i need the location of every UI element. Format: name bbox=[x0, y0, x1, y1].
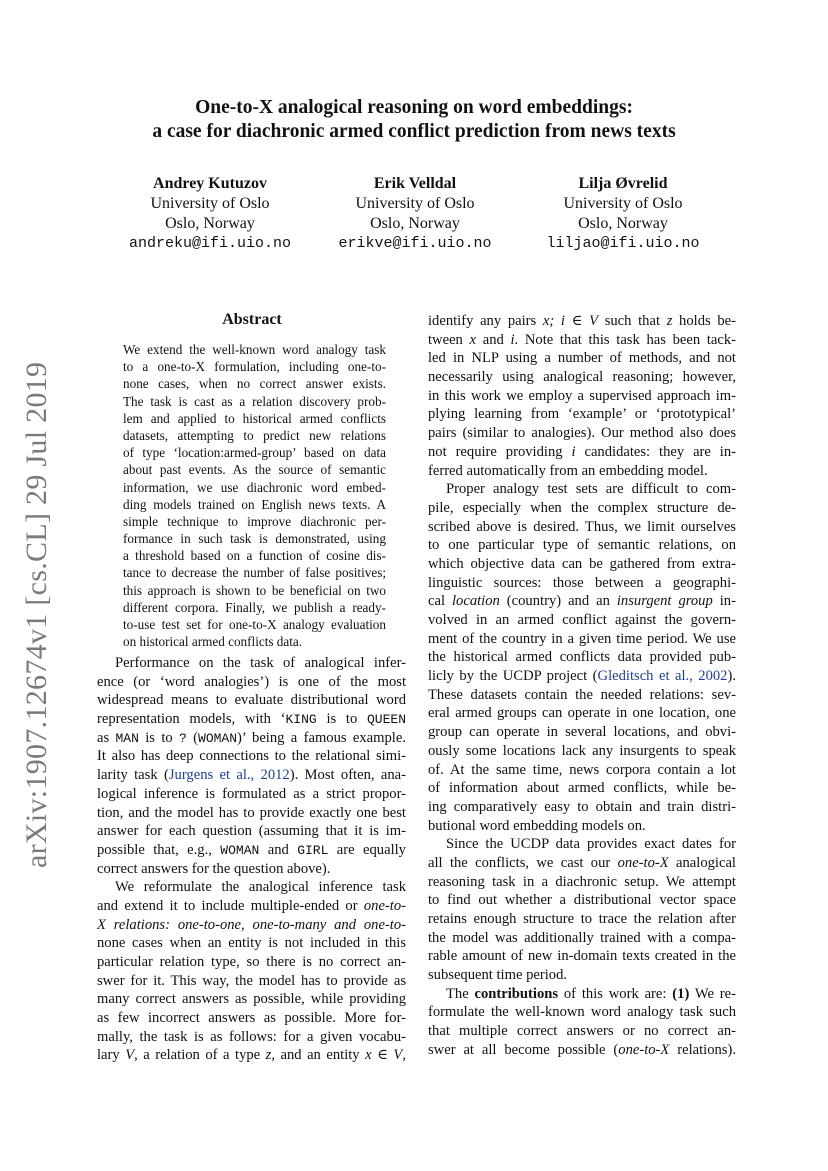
text-span: larity task ( bbox=[97, 767, 169, 784]
text-span: (country) and an bbox=[499, 593, 617, 610]
abstract-line: to-use test set for one-to-X analogy evaluation bbox=[123, 617, 386, 632]
text-line: pile, especially when the complex structure de- bbox=[428, 499, 736, 516]
text-span: ( bbox=[186, 729, 199, 746]
text-span: We re- bbox=[689, 985, 736, 1002]
text-span: , and an entity bbox=[271, 1047, 366, 1064]
abstract-line: about past events. As the source of semantic bbox=[123, 462, 386, 478]
text-line bbox=[428, 443, 736, 462]
emphasis: location bbox=[451, 593, 500, 610]
text-line: group can operate in several locations, and obvi- bbox=[428, 724, 736, 741]
abstract-line: ding models trained on English news texts. A bbox=[123, 496, 386, 512]
emphasis: one-to- bbox=[363, 897, 406, 914]
emphasis: one-to-X bbox=[617, 854, 669, 871]
abstract-line: different corpora. Finally, we publish a ready- bbox=[123, 599, 386, 615]
text-line: ously some locations lack any insurgents to speak bbox=[428, 742, 736, 759]
text-span: , bbox=[402, 1047, 406, 1064]
text-line: plying learning from ‘example’ or ‘prototypical’ bbox=[428, 406, 736, 423]
emphasis: X relations: one-to-one, one-to-many and one-to- bbox=[97, 916, 406, 933]
abstract-line: formance in such task is demonstrated, using bbox=[123, 531, 386, 547]
text-line bbox=[428, 667, 736, 686]
left-column bbox=[97, 654, 406, 1065]
text-line: correct answers for the question above). bbox=[97, 860, 331, 877]
text-span: ). bbox=[727, 668, 736, 685]
text-line: of information about armed conflicts, while be- bbox=[428, 780, 736, 797]
text-line: butional word embedding models on. bbox=[428, 817, 646, 834]
text-span: in- bbox=[712, 593, 736, 610]
text-line: pairs (similar to analogies). Our method also does bbox=[428, 425, 736, 442]
math-var: x bbox=[469, 331, 477, 348]
text-span: cal bbox=[428, 593, 452, 610]
text-line: We reformulate the analogical inference task bbox=[115, 879, 406, 896]
abstract-body bbox=[123, 341, 386, 650]
text-line bbox=[97, 841, 406, 860]
bold-text: (1) bbox=[672, 985, 690, 1002]
text-line bbox=[97, 766, 406, 785]
text-span: swer at all become possible ( bbox=[428, 1041, 619, 1058]
code-token: ? bbox=[179, 730, 187, 746]
abstract-line: of type ‘location:armed-group’ based on data bbox=[123, 445, 386, 461]
math-expr: x ∈ V bbox=[365, 1047, 403, 1064]
author-1 bbox=[110, 174, 310, 254]
text-line: to find out whether a distributional vector space bbox=[428, 892, 736, 909]
text-line: retains enough structure to trace the relation after bbox=[428, 911, 736, 927]
title-line-2: a case for diachronic armed conflict prediction from news texts bbox=[152, 121, 676, 142]
text-line bbox=[97, 710, 406, 729]
author-2 bbox=[315, 174, 515, 254]
text-span: licly by the UCDP project ( bbox=[428, 668, 598, 685]
text-line: eral armed groups can operate in one location, one bbox=[428, 705, 736, 722]
text-line bbox=[97, 729, 406, 748]
text-line bbox=[97, 897, 406, 916]
text-line: These datasets contain the needed relations: sev- bbox=[428, 686, 736, 703]
math-var: i bbox=[571, 443, 576, 460]
abstract-line: on historical armed conflicts data. bbox=[123, 634, 303, 650]
text-line: tion, and the model has to provide exactly one best bbox=[97, 804, 406, 821]
text-line: subsequent time period. bbox=[428, 967, 568, 984]
text-line bbox=[428, 1041, 736, 1060]
text-span: are equally bbox=[328, 841, 406, 858]
code-token: WOMAN bbox=[198, 730, 238, 746]
author-email[interactable]: erikve@ifi.uio.no bbox=[338, 235, 492, 252]
text-line: that multiple correct answers or no correct an- bbox=[428, 1023, 736, 1040]
author-affiliation: University of Oslo bbox=[150, 195, 270, 212]
text-line bbox=[428, 985, 736, 1004]
text-line: to one particular type of semantic relations, on bbox=[428, 537, 736, 554]
abstract-line: datasets, attempting to predict new relations bbox=[123, 427, 386, 443]
text-line: ing comparatively easy to obtain and train distri- bbox=[428, 798, 736, 815]
text-line bbox=[428, 312, 736, 331]
author-location: Oslo, Norway bbox=[165, 215, 255, 232]
text-line: formulate the well-known word analogy task such bbox=[428, 1004, 736, 1021]
text-span: of this work are: bbox=[558, 985, 673, 1002]
code-token: MAN bbox=[115, 730, 139, 746]
text-line: scribed above is desired. Thus, we limit ourselves bbox=[428, 518, 736, 535]
code-token: QUEEN bbox=[367, 712, 407, 728]
text-line bbox=[428, 592, 736, 611]
text-span: and bbox=[476, 331, 511, 348]
text-line: It also has deep connections to the relational simi- bbox=[97, 748, 406, 765]
text-span: The bbox=[446, 985, 475, 1002]
text-span: holds be- bbox=[672, 313, 736, 329]
abstract-line: a threshold based on a function of cosine dis- bbox=[123, 548, 386, 564]
citation-link[interactable]: Jurgens et al., 2012 bbox=[168, 767, 290, 784]
text-line: Performance on the task of analogical infer- bbox=[115, 655, 406, 671]
code-token: KING bbox=[285, 712, 317, 728]
text-span: candidates: they are in- bbox=[575, 443, 737, 460]
text-span: )’ being a famous example. bbox=[237, 729, 406, 746]
text-span: and bbox=[259, 841, 298, 858]
author-email[interactable]: liljao@ifi.uio.no bbox=[546, 235, 700, 252]
text-span: not require providing bbox=[428, 443, 572, 460]
abstract-line: this approach is shown to be beneficial on two bbox=[123, 582, 386, 598]
text-line: answer for each question (assuming that it is im- bbox=[97, 823, 406, 840]
abstract-line: lem and applied to historical armed conflicts bbox=[123, 410, 386, 426]
text-line: in this work we employ a supervised approach im- bbox=[428, 387, 736, 404]
text-line bbox=[428, 331, 736, 350]
text-line bbox=[428, 854, 736, 873]
text-line: ence (or ‘word analogies’) is one of the most bbox=[97, 673, 406, 690]
text-span: ). Most often, ana- bbox=[289, 767, 406, 784]
text-span: is to bbox=[138, 729, 180, 746]
code-token: GIRL bbox=[297, 842, 329, 858]
text-line: which objective data can be gathered from extra- bbox=[428, 555, 736, 572]
abstract-line: The task is cast as a relation discovery prob- bbox=[123, 393, 386, 409]
text-line: none cases when an entity is not included in this bbox=[97, 935, 406, 952]
text-span: tween bbox=[428, 331, 470, 348]
text-span: representation models, with ‘ bbox=[97, 711, 286, 728]
citation-link[interactable]: Gleditsch et al., 2002 bbox=[597, 668, 728, 685]
text-line: mally, the task is as follows: for a given vocabu- bbox=[97, 1028, 406, 1045]
right-column bbox=[428, 312, 736, 1060]
emphasis: insurgent group bbox=[616, 593, 713, 610]
text-span: relations). bbox=[669, 1041, 736, 1058]
code-token: WOMAN bbox=[220, 842, 260, 858]
abstract-line: information, we use diachronic word embed- bbox=[123, 479, 386, 495]
text-line: swer for it. This way, the model has to provide as bbox=[97, 972, 406, 989]
abstract-line: to a one-to-X formulation, including one-to- bbox=[123, 359, 386, 375]
text-span: is to bbox=[316, 711, 367, 728]
text-line: reasoning task in a diachronic setup. We attempt bbox=[428, 873, 736, 890]
author-location: Oslo, Norway bbox=[370, 215, 460, 232]
abstract-line: simple technique to improve diachronic per- bbox=[123, 513, 386, 529]
text-span: as bbox=[97, 729, 116, 746]
text-line: ferred automatically from an embedding model. bbox=[428, 462, 708, 479]
author-affiliation: University of Oslo bbox=[563, 195, 683, 212]
author-name: Erik Velldal bbox=[373, 175, 457, 192]
text-span: . Note that this task has been tack- bbox=[514, 331, 737, 348]
abstract-heading: Abstract bbox=[222, 311, 282, 328]
text-line: as few incorrect answers as possible. More for- bbox=[97, 1010, 406, 1027]
text-line: ment of the country in a given time period. We use bbox=[428, 630, 736, 647]
text-span: all the conflicts, we cast our bbox=[428, 854, 618, 871]
author-email[interactable]: andreku@ifi.uio.no bbox=[128, 235, 292, 252]
text-line: many correct answers as possible, while providing bbox=[97, 991, 406, 1008]
text-line: logical inference is formulated as a strict propor- bbox=[97, 785, 406, 802]
text-span: possible that, e.g., bbox=[97, 841, 221, 858]
author-name: Lilja Øvrelid bbox=[578, 175, 668, 192]
text-line: the model was additionally trained with a compa- bbox=[428, 929, 736, 946]
bold-text: contributions bbox=[474, 985, 559, 1002]
math-var: i bbox=[510, 331, 515, 348]
text-line bbox=[97, 916, 406, 935]
text-line: Since the UCDP data provides exact dates for bbox=[446, 836, 736, 853]
arxiv-stamp: arXiv:1907.12674v1 [cs.CL] 29 Jul 2019 bbox=[20, 361, 53, 869]
author-location: Oslo, Norway bbox=[578, 215, 668, 232]
abstract-line: We extend the well-known word analogy task bbox=[123, 342, 386, 357]
text-line: led in NLP using a number of methods, and not bbox=[428, 350, 736, 367]
emphasis: one-to-X bbox=[618, 1041, 670, 1058]
math-var: V bbox=[125, 1047, 135, 1064]
paper-title bbox=[0, 96, 828, 144]
author-affiliation: University of Oslo bbox=[355, 195, 475, 212]
text-span: analogical bbox=[668, 854, 736, 871]
math-expr: x; i ∈ V bbox=[542, 313, 599, 329]
math-var: z bbox=[666, 313, 673, 329]
text-line: linguistic sources: those between a geographi- bbox=[428, 574, 736, 591]
text-line bbox=[97, 1046, 406, 1065]
abstract-line: none cases, when no correct answer exists. bbox=[123, 376, 386, 392]
text-span: identify any pairs bbox=[428, 313, 543, 329]
text-line: rable amount of new in-domain texts created in the bbox=[428, 948, 736, 965]
text-line: necessarily using analogical reasoning; however, bbox=[428, 369, 736, 386]
text-span: and extend it to include multiple-ended or bbox=[97, 897, 364, 914]
text-span: such that bbox=[598, 313, 667, 329]
text-line: particular relation type, so there is no correct an- bbox=[97, 954, 406, 970]
title-line-1: One-to-X analogical reasoning on word embeddings: bbox=[195, 97, 633, 118]
math-var: z bbox=[265, 1047, 272, 1064]
text-line: Proper analogy test sets are difficult to com- bbox=[446, 481, 736, 498]
author-3 bbox=[523, 174, 723, 254]
text-line: widespread means to evaluate distributional word bbox=[97, 692, 406, 709]
text-span: , a relation of a type bbox=[134, 1047, 266, 1064]
text-span: lary bbox=[97, 1047, 126, 1064]
author-name: Andrey Kutuzov bbox=[153, 175, 267, 192]
text-line: the historical armed conflicts data provided pub- bbox=[428, 649, 736, 666]
text-line: of. At the same time, news corpora contain a lot bbox=[428, 761, 736, 778]
text-line: volved in an armed conflict against the govern- bbox=[428, 612, 736, 628]
abstract-line: tance to decrease the number of false positives; bbox=[123, 565, 386, 581]
